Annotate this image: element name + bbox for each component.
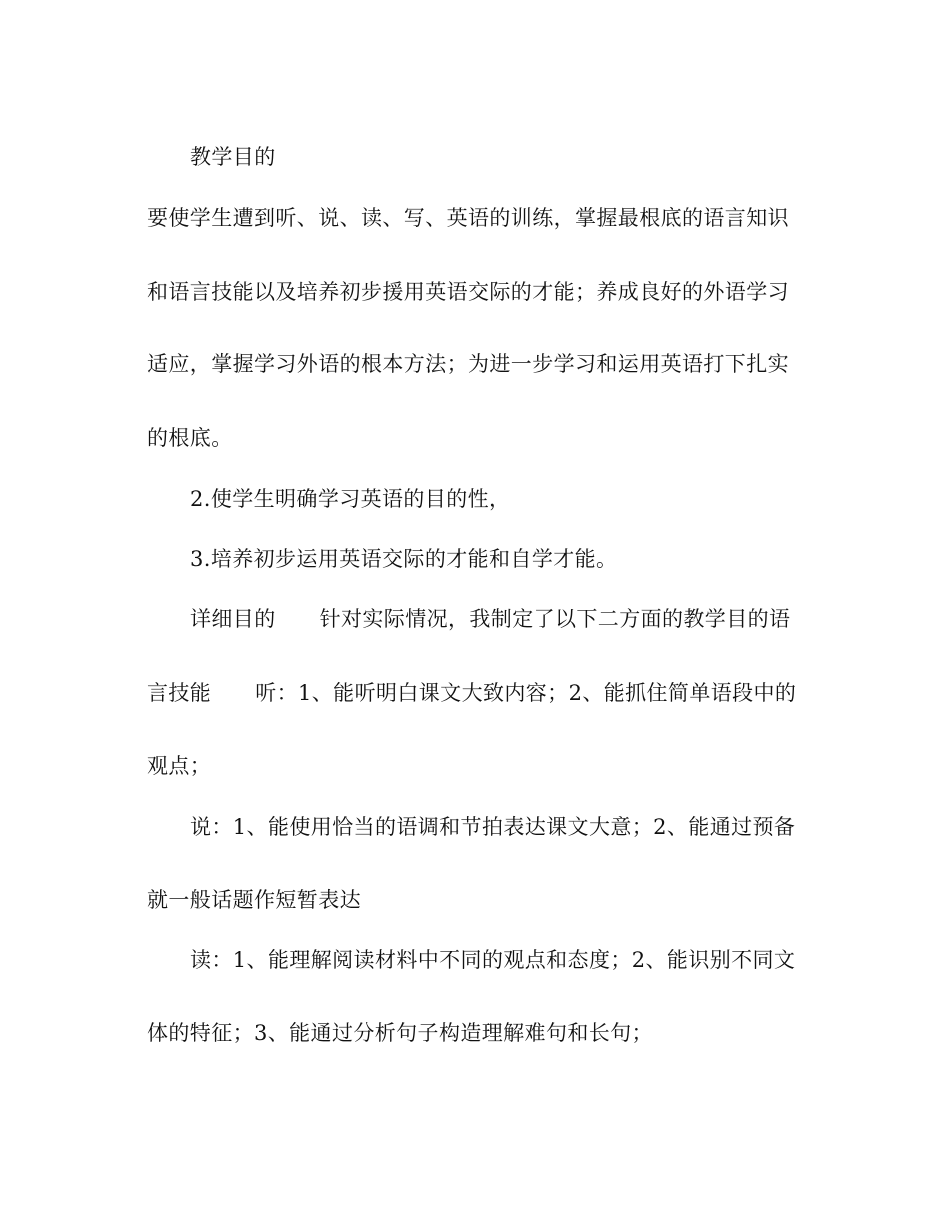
detail-text: 针对实际情况，我制定了以下二方面的教学目的语 xyxy=(319,607,791,631)
detail-text: 言技能 xyxy=(147,681,212,705)
paragraph-line: 和语言技能以及培养初步援用英语交际的才能；养成良好的外语学习 xyxy=(147,280,789,304)
detail-line-2 xyxy=(147,679,807,707)
detail-line-3: 观点； xyxy=(147,754,212,778)
speaking-line-2: 就一般话题作短暂表达 xyxy=(147,888,361,912)
reading-line-1: 读：1、能理解阅读材料中不同的观点和态度；2、能识别不同文 xyxy=(190,948,796,972)
paragraph-line: 要使学生遭到听、说、读、写、英语的训练，掌握最根底的语言知识 xyxy=(147,206,789,230)
detail-label: 详细目的 xyxy=(190,607,276,631)
detail-line-1 xyxy=(190,605,810,633)
list-item-3: 3.培养初步运用英语交际的才能和自学才能。 xyxy=(190,547,618,571)
paragraph-line: 的根底。 xyxy=(147,426,233,450)
listening-text: 听：1、能听明白课文大致内容；2、能抓住简单语段中的 xyxy=(255,681,797,705)
paragraph-line: 适应，掌握学习外语的根本方法；为进一步学习和运用英语打下扎实 xyxy=(147,352,789,376)
speaking-line-1: 说：1、能使用恰当的语调和节拍表达课文大意；2、能通过预备 xyxy=(190,815,796,839)
list-item-2: 2.使学生明确学习英语的目的性， xyxy=(190,487,511,511)
reading-line-2: 体的特征；3、能通过分析句子构造理解难句和长句； xyxy=(147,1021,653,1045)
section-heading: 教学目的 xyxy=(190,145,276,169)
